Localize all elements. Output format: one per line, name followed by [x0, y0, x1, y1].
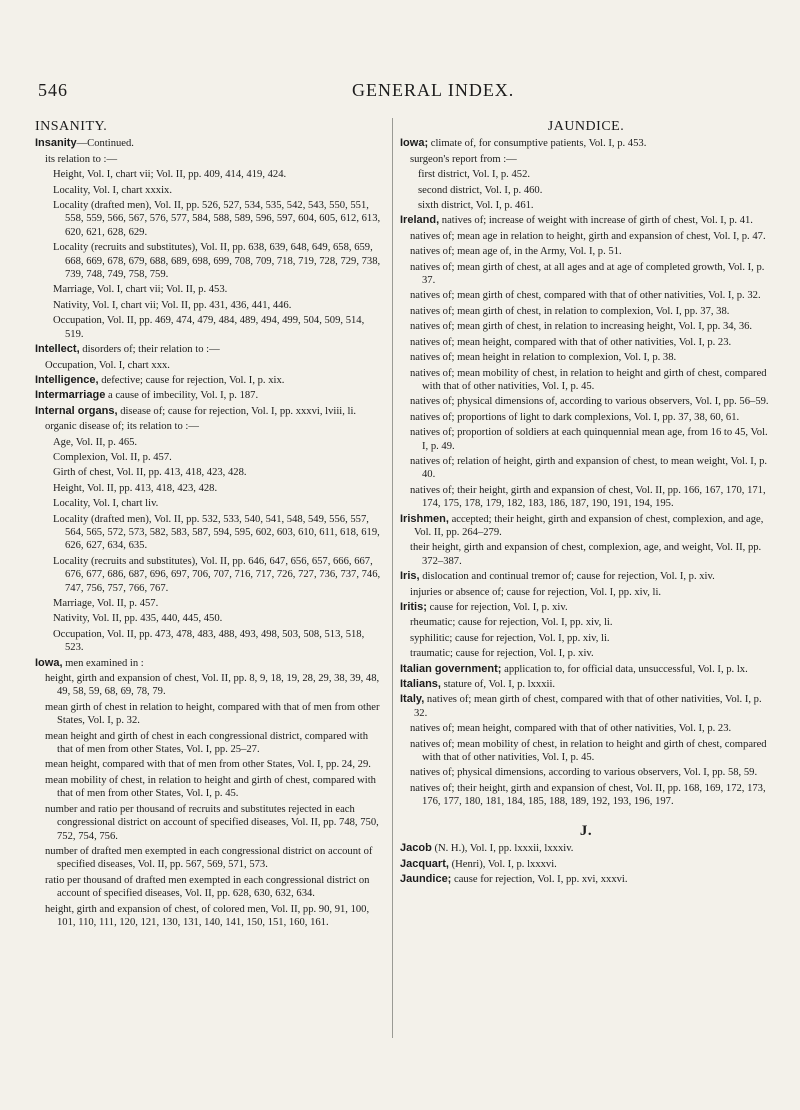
column-divider — [392, 118, 393, 1038]
subentry: Locality (recruits and substitutes), Vol. II, pp. 646, 647, 656, 657, 666, 667, 676, 677, 686, 687, 696, 697, 706, 707, 716, 717, 726, 727, 736, 737, 746, 747, 756, 757, 766, 767. — [53, 555, 381, 594]
subentry-intro: surgeon's report from :— — [410, 153, 517, 165]
index-entry-intellect — [35, 343, 385, 356]
subentry: Girth of chest, Vol. II, pp. 413, 418, 423, 428. — [53, 467, 247, 479]
subentry: Locality, Vol. I, chart liv. — [53, 498, 159, 510]
index-entry-jaundice — [400, 873, 772, 886]
entry-term: Irishmen, — [400, 512, 449, 525]
subentry: natives of; their height, girth and expansion of chest, Vol. II, pp. 166, 167, 170, 171, 174, 175, 178, 179, 182, 183, 186, 187, 190, 191, 194, 195. — [410, 484, 766, 510]
index-entry-italian-government — [400, 663, 772, 676]
subentry: syphilitic; cause for rejection, Vol. I, pp. xiv, li. — [410, 632, 610, 644]
subentry: natives of; mean mobility of chest, in relation to height and girth of chest, compared with that of other nativities, Vol. I, p. 45. — [410, 367, 767, 392]
subentry: natives of; mean girth of chest, in relation to increasing height, Vol. I, pp. 34, 36. — [410, 321, 753, 333]
subentry: natives of; mean height, compared with that of other nativities, Vol. I, p. 23. — [410, 723, 732, 735]
index-entry-italy — [400, 693, 772, 720]
entry-term: Italian government; — [400, 662, 502, 675]
subentry-intro: organic disease of; its relation to :— — [45, 421, 199, 433]
subentry: mean height and girth of chest in each congressional district, compared with that of men from other States, Vol. I, pp. 25–27. — [45, 730, 369, 756]
index-entry-iowa-climate — [400, 137, 772, 150]
entry-text: cause for rejection, Vol. I, p. xiv. — [429, 602, 568, 613]
subentry: natives of; mean girth of chest, compared with that of other nativities, Vol. I, p. 32. — [410, 290, 761, 302]
subentry: height, girth and expansion of chest, of colored men, Vol. II, pp. 90, 91, 100, 101, 110, 111, 120, 121, 130, 131, 140, 141, 150, 151, 160, 161. — [45, 903, 370, 928]
index-entry-iowa — [35, 657, 385, 670]
subentry: natives of; mean height in relation to complexion, Vol. I, p. 38. — [410, 352, 677, 364]
entry-term: Jacquart, — [400, 857, 449, 870]
right-column — [400, 120, 772, 888]
entry-text: (N. H.), Vol. I, pp. lxxxii, lxxxiv. — [434, 843, 574, 855]
entry-term: Intelligence, — [35, 373, 99, 386]
subentry: Marriage, Vol. I, chart vii; Vol. II, p. 453. — [53, 284, 228, 296]
entry-term: Insanity — [35, 137, 77, 150]
entry-text: climate of, for consumptive patients, Vol. I, p. 453. — [430, 138, 647, 150]
column-heading-left: INSANITY. — [35, 119, 108, 134]
subentry: Marriage, Vol. II, p. 457. — [53, 598, 159, 609]
subentry: natives of; mean height, compared with that of other nativities, Vol. I, p. 23. — [410, 336, 732, 348]
subentry: number of drafted men exempted in each congressional district on account of specified diseases, Vol. II, pp. 567, 569, 571, 573. — [45, 845, 373, 871]
index-entry-irishmen — [400, 513, 772, 540]
entry-term: Intellect, — [35, 343, 80, 356]
entry-text: a cause of imbecility, Vol. I, p. 187. — [107, 390, 259, 402]
entry-term: Jacob — [400, 842, 432, 855]
entry-term: Internal organs, — [35, 404, 118, 417]
entry-text: application to, for official data, unsuccessful, Vol. I, p. lx. — [504, 663, 748, 675]
entry-text: men examined in : — [65, 657, 144, 669]
entry-term: Iowa; — [400, 137, 429, 150]
subentry: injuries or absence of; cause for rejection, Vol. I, pp. xiv, li. — [410, 586, 662, 598]
entry-text: cause for rejection, Vol. I, pp. xvi, xxxvi. — [454, 873, 628, 885]
index-entry-internal-organs — [35, 405, 385, 418]
entry-term: Iowa, — [35, 656, 63, 669]
subentry: natives of; relation of height, girth and expansion of chest, to mean weight, Vol. I, p. 40. — [410, 455, 768, 481]
subentry: Height, Vol. II, pp. 413, 418, 423, 428. — [53, 482, 218, 494]
subentry: Occupation, Vol. II, pp. 469, 474, 479, 484, 489, 494, 499, 504, 509, 514, 519. — [53, 315, 365, 340]
subentry: Locality (drafted men), Vol. II, pp. 526, 527, 534, 535, 542, 543, 550, 551, 558, 559, 566, 567, 576, 577, 584, 588, 589, 596, 597, 604, 605, 612, 613, 620, 621, 628, 629. — [53, 200, 381, 238]
entry-term: Italy, — [400, 693, 425, 706]
entry-term: Jaundice; — [400, 872, 452, 885]
subentry: height, girth and expansion of chest, Vol. II, pp. 8, 9, 18, 19, 28, 29, 38, 39, 48, 49, 58, 59, 68, 69, 78, 79. — [45, 673, 380, 698]
entry-term: Iritis; — [400, 601, 427, 613]
entry-term: Ireland, — [400, 214, 440, 227]
subentry: Locality, Vol. I, chart xxxix. — [53, 184, 172, 196]
subentry: natives of; proportions of light to dark complexions, Vol. I, pp. 37, 38, 60, 61. — [410, 411, 740, 423]
entry-text: dislocation and continual tremor of; cause for rejection, Vol. I, p. xiv. — [422, 571, 715, 583]
index-entry-intermarriage — [35, 389, 385, 402]
index-entry-intelligence — [35, 374, 385, 387]
entry-text: defective; cause for rejection, Vol. I, p. xix. — [101, 374, 285, 386]
index-entry-iris — [400, 570, 772, 583]
running-head: GENERAL INDEX. — [352, 80, 515, 100]
subentry: natives of; mean mobility of chest, in relation to height and girth of chest, compared with that of other nativities, Vol. I, p. 45. — [410, 738, 767, 764]
subentry: Nativity, Vol. II, pp. 435, 440, 445, 450. — [53, 613, 223, 625]
subentry: Age, Vol. II, p. 465. — [53, 436, 138, 448]
subentry: natives of; physical dimensions, according to various observers, Vol. I, pp. 58, 59. — [410, 767, 758, 779]
entry-text: natives of; increase of weight with increase of girth of chest, Vol. I, p. 41. — [441, 215, 753, 227]
subentry: Height, Vol. I, chart vii; Vol. II, pp. 409, 414, 419, 424. — [53, 169, 287, 181]
subentry: sixth district, Vol. I, p. 461. — [418, 200, 534, 212]
page-header — [38, 80, 773, 104]
subentry: natives of; their height, girth and expansion of chest, Vol. II, pp. 168, 169, 172, 173, 176, 177, 180, 181, 184, 185, 188, 189, 192, 193, 196, 197. — [410, 782, 766, 808]
subentry: Nativity, Vol. I, chart vii; Vol. II, pp. 431, 436, 441, 446. — [53, 299, 292, 311]
section-letter-j: J. — [579, 822, 593, 839]
entry-text: (Henri), Vol. I, p. lxxxvi. — [451, 858, 557, 870]
subentry: natives of; proportion of soldiers at each quinquennial mean age, from 16 to 45, Vol. I, p. 49. — [410, 427, 768, 452]
entry-suffix: —Continued. — [76, 138, 134, 150]
subentry: Occupation, Vol. I, chart xxx. — [45, 359, 170, 371]
subentry: natives of; mean girth of chest, in relation to complexion, Vol. I, pp. 37, 38. — [410, 305, 730, 317]
subentry: natives of; physical dimensions of, according to various observers, Vol. I, pp. 56–59. — [410, 396, 769, 408]
subentry: natives of; mean age in relation to height, girth and expansion of chest, Vol. I, p. 47. — [410, 230, 766, 242]
index-entry-ireland — [400, 214, 772, 227]
subentry-intro: its relation to :— — [45, 153, 118, 165]
index-entry-jacob — [400, 842, 772, 855]
subentry: mean height, compared with that of men from other States, Vol. I, pp. 24, 29. — [45, 759, 371, 771]
index-entry-insanity — [35, 137, 385, 150]
subentry: first district, Vol. I, p. 452. — [418, 169, 531, 181]
subentry: natives of; mean age of, in the Army, Vol. I, p. 51. — [410, 246, 622, 258]
index-entry-iritis — [400, 601, 772, 614]
subentry: their height, girth and expansion of chest, complexion, age, and weight, Vol. II, pp. 372–387. — [410, 542, 762, 567]
subentry: mean girth of chest in relation to height, compared with that of men from other States, Vol. I, p. 32. — [45, 701, 380, 727]
subentry: mean mobility of chest, in relation to height and girth of chest, compared with that of men from other States, Vol. I, p. 45. — [45, 774, 376, 800]
subentry: Locality (recruits and substitutes), Vol. II, pp. 638, 639, 648, 649, 658, 659, 668, 669, 678, 679, 688, 689, 698, 699, 708, 709, 718, 719, 728, 729, 738, 739, 748, 749, 758, 759. — [53, 242, 381, 281]
entry-term: Italians, — [400, 678, 441, 691]
subentry: Occupation, Vol. II, pp. 473, 478, 483, 488, 493, 498, 503, 508, 513, 518, 523. — [53, 628, 365, 654]
subentry: ratio per thousand of drafted men exempted in each congressional district on account of specified diseases, Vol. II, pp. 628, 630, 632, 634. — [45, 874, 370, 900]
subentry: traumatic; cause for rejection, Vol. I, p. xiv. — [410, 648, 594, 660]
index-entry-jacquart — [400, 858, 772, 871]
entry-text: disease of; cause for rejection, Vol. I, pp. xxxvi, lviii, li. — [120, 405, 357, 417]
left-column — [35, 120, 385, 931]
subentry: Complexion, Vol. II, p. 457. — [53, 451, 172, 463]
entry-term: Iris, — [400, 570, 420, 583]
entry-text: stature of, Vol. I, p. lxxxii. — [443, 679, 556, 691]
subentry: second district, Vol. I, p. 460. — [418, 184, 543, 196]
subentry: number and ratio per thousand of recruits and substitutes rejected in each congressional district on account of specified diseases, Vol. II, pp. 748, 750, 752, 754, 756. — [45, 803, 379, 842]
subentry: rheumatic; cause for rejection, Vol. I, pp. xiv, li. — [410, 617, 613, 629]
entry-term: Intermarriage — [35, 389, 106, 402]
entry-text: natives of; mean girth of chest, compared with that of other nativities, Vol. I, p. 32. — [414, 694, 762, 719]
page-number: 546 — [38, 80, 68, 100]
subentry: natives of; mean girth of chest, at all ages and at age of completed growth, Vol. I, p. 37. — [410, 261, 765, 287]
entry-text: accepted; their height, girth and expansion of chest, complexion, and age, Vol. II, pp. 264–279. — [414, 513, 764, 538]
index-entry-italians — [400, 678, 772, 691]
entry-text: disorders of; their relation to :— — [82, 344, 220, 356]
column-heading-right: JAUNDICE. — [547, 119, 625, 134]
subentry: Locality (drafted men), Vol. II, pp. 532, 533, 540, 541, 548, 549, 556, 557, 564, 565, 572, 573, 582, 583, 587, 594, 595, 602, 603, 610, 611, 618, 619, 626, 627, 634, 635. — [53, 513, 380, 552]
